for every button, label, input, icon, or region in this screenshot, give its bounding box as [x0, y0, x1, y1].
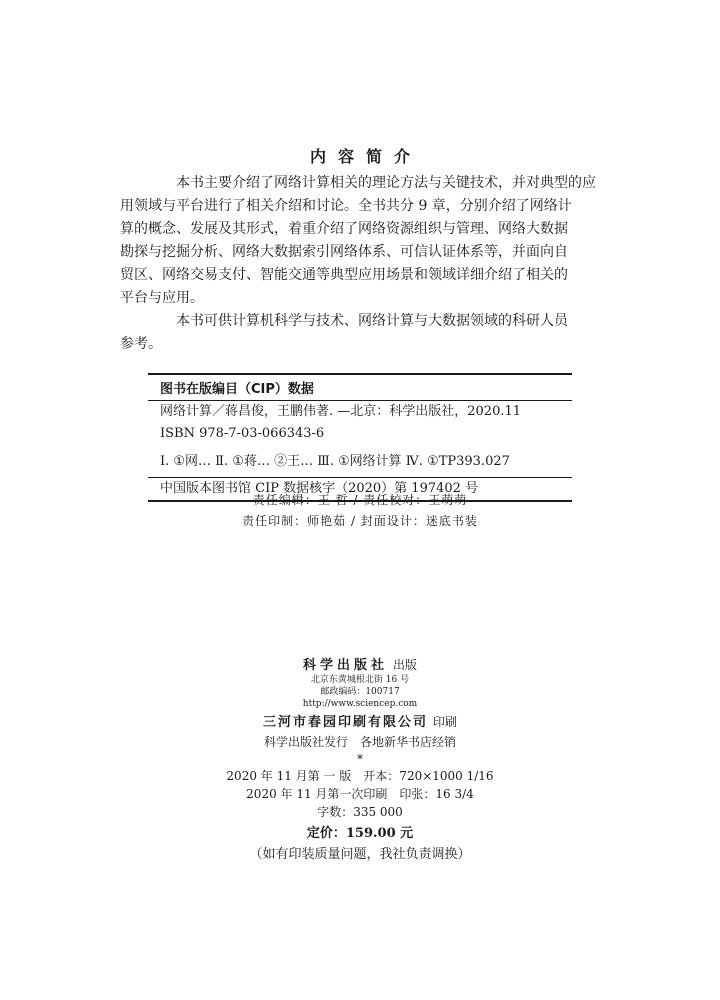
price-line: 定价：159.00 元	[306, 826, 414, 841]
summary-line: 本书主要介绍了网络计算相关的理论方法与关键技术，并对典型的应	[176, 175, 596, 191]
summary-line: 参考。	[120, 336, 162, 352]
edition-line: 2020 年 11 月第 一 版 开本：720×1000 1/16	[226, 769, 494, 783]
distribution-line: 科学出版社发行 各地新华书店经销	[263, 735, 456, 749]
cip-heading: 图书在版编目（CIP）数据	[148, 375, 572, 401]
publisher-postcode: 邮政编码：100717	[320, 687, 400, 697]
editors-line-2: 责任印制：师艳茹 / 封面设计：迷底书装	[242, 514, 478, 528]
summary-line: 勘探与挖掘分析、网络大数据索引网络体系、可信认证体系等，并面向自	[120, 244, 568, 260]
cip-isbn-line: ISBN 978-7-03-066343-6	[160, 426, 325, 441]
summary-paragraph-2	[120, 310, 576, 356]
quality-note: （如有印装质量问题，我社负责调换）	[249, 847, 471, 862]
summary-line: 算的概念、发展及其形式，着重介绍了网络资源组织与管理、网络大数据	[120, 221, 568, 237]
summary-line: 本书可供计算机科学与技术、网络计算与大数据领域的科研人员	[176, 313, 568, 329]
summary-paragraph-1	[120, 172, 596, 310]
summary-line: 贸区、网络交易支付、智能交通等典型应用场景和领域详细介绍了相关的	[120, 267, 568, 283]
summary-line: 平台与应用。	[120, 290, 204, 306]
printer-suffix: 印刷	[433, 715, 458, 729]
summary-title: 内容简介	[309, 147, 422, 166]
summary-line: 用领域与平台进行了相关介绍和讨论。全书共分 9 章，分别介绍了网络计	[120, 198, 572, 214]
publisher-name: 科学出版社	[302, 658, 388, 673]
printer-name: 三河市春园印刷有限公司	[262, 715, 428, 730]
publisher-website: http://www.sciencep.com	[302, 699, 418, 709]
publisher-address: 北京东黄城根北街 16 号	[310, 675, 410, 685]
cip-record-number-line: 中国版本图书馆 CIP 数据核字（2020）第 197402 号	[148, 477, 572, 500]
cip-title-line: 网络计算／蒋昌俊，王鹏伟著. —北京：科学出版社，2020.11	[160, 404, 522, 419]
cip-block	[148, 373, 572, 502]
printer-line	[0, 711, 720, 730]
cip-classification-line: Ⅰ. ①网… Ⅱ. ①蒋… ②王… Ⅲ. ①网络计算 Ⅳ. ①TP393.027	[160, 454, 510, 469]
wordcount-line: 字数：335 000	[317, 805, 403, 819]
publisher-suffix: 出版	[393, 658, 418, 672]
editors-line-1: 责任编辑：王 哲 / 责任校对：王萌萌	[252, 493, 468, 507]
summary-body	[120, 172, 596, 356]
printing-line: 2020 年 11 月第一次印刷 印张：16 3/4	[246, 787, 474, 801]
publisher-line	[0, 654, 720, 673]
separator-star: *	[357, 752, 363, 766]
